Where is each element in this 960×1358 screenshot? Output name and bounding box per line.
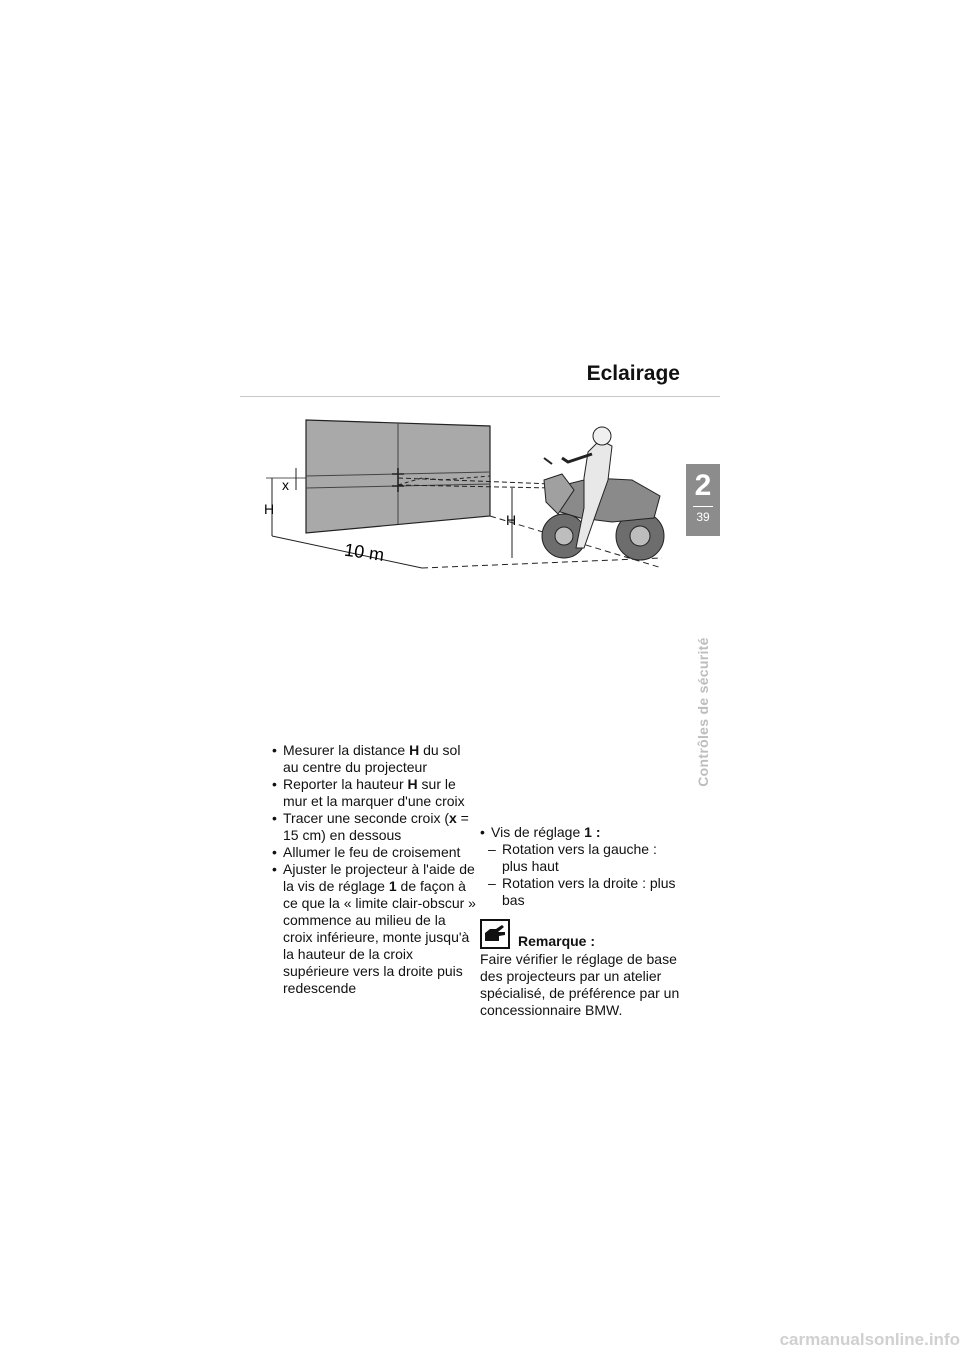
rotation-direction-item [480,841,680,875]
bold-reference: 1 [388,878,397,894]
bullet-mark: • [272,844,277,860]
instruction-text [283,844,460,860]
text-segment: sur le mur et la marquer d'une croix [283,776,465,809]
note-hand-icon [480,919,510,949]
bullet-mark: • [272,861,277,877]
instructions-left-column [272,742,477,997]
text-segment: Vis de réglage [491,824,585,840]
instruction-item [272,844,477,861]
text-segment: Ajuster le projecteur à l'aide de la vis de réglage [283,861,475,894]
bullet-mark: • [272,776,277,792]
instruction-item [272,776,477,810]
instruction-text [283,742,460,775]
bullet-mark: • [272,810,277,826]
label-h-left: H [264,501,275,517]
page-title: Eclairage [586,362,680,385]
title-divider [240,396,720,397]
label-h-right: H [506,512,517,528]
text-segment: du sol au centre du projecteur [283,742,461,775]
rider-helmet [593,427,611,445]
text-segment: Reporter la hauteur [283,776,408,792]
section-side-label: Contrôles de sécurité [695,637,711,787]
rotation-direction-item [480,875,680,909]
dash-mark: – [488,875,496,891]
chapter-tab [686,464,720,536]
mirror [544,458,552,464]
remark-header [480,919,680,949]
page-number: 39 [696,510,710,524]
bullet-mark: • [272,742,277,758]
instruction-item [272,810,477,844]
label-x: x [282,477,289,493]
floor-line-ground [422,558,662,568]
chapter-number: 2 [694,469,712,502]
bold-reference: H [407,776,418,792]
rotation-direction-text: Rotation vers la droite : plus bas [502,875,676,908]
text-segment: = 15 cm) en dessous [283,810,469,843]
instructions-right-column [480,824,680,1019]
dash-mark: – [488,841,496,857]
instruction-text [283,776,465,809]
remark-text: Faire vérifier le réglage de base des projecteurs par un atelier spécialisé, de préférence par un concessionnaire BMW. [480,951,680,1018]
text-segment: Allumer le feu de croisement [283,844,461,860]
bullet-mark: • [480,824,485,840]
watermark: carmanualsonline.info [779,1330,960,1349]
instruction-item [272,742,477,776]
bold-reference: H [409,742,420,758]
text-segment: Tracer une seconde croix ( [283,810,449,826]
bold-reference: 1 : [584,824,601,840]
rotation-direction-text: Rotation vers la gauche : plus haut [502,841,657,874]
label-distance: 10 m [343,539,386,565]
text-segment: de façon à ce que la « limite clair-obscur » commence au milieu de la croix inférieure, monte jusqu'à la hauteur de la croix supérieure vers la droite puis redescende [283,878,476,996]
bold-reference: x [449,810,457,826]
instruction-text [283,861,476,996]
instruction-text [283,810,469,843]
text-segment: Mesurer la distance [283,742,410,758]
remark-label: Remarque : [518,933,596,949]
adjust-screw-text [491,824,600,840]
adjust-screw-item [480,824,680,841]
motorcycle-with-rider [542,427,664,560]
headlight-adjustment-illustration [262,418,682,578]
instruction-item [272,861,477,997]
